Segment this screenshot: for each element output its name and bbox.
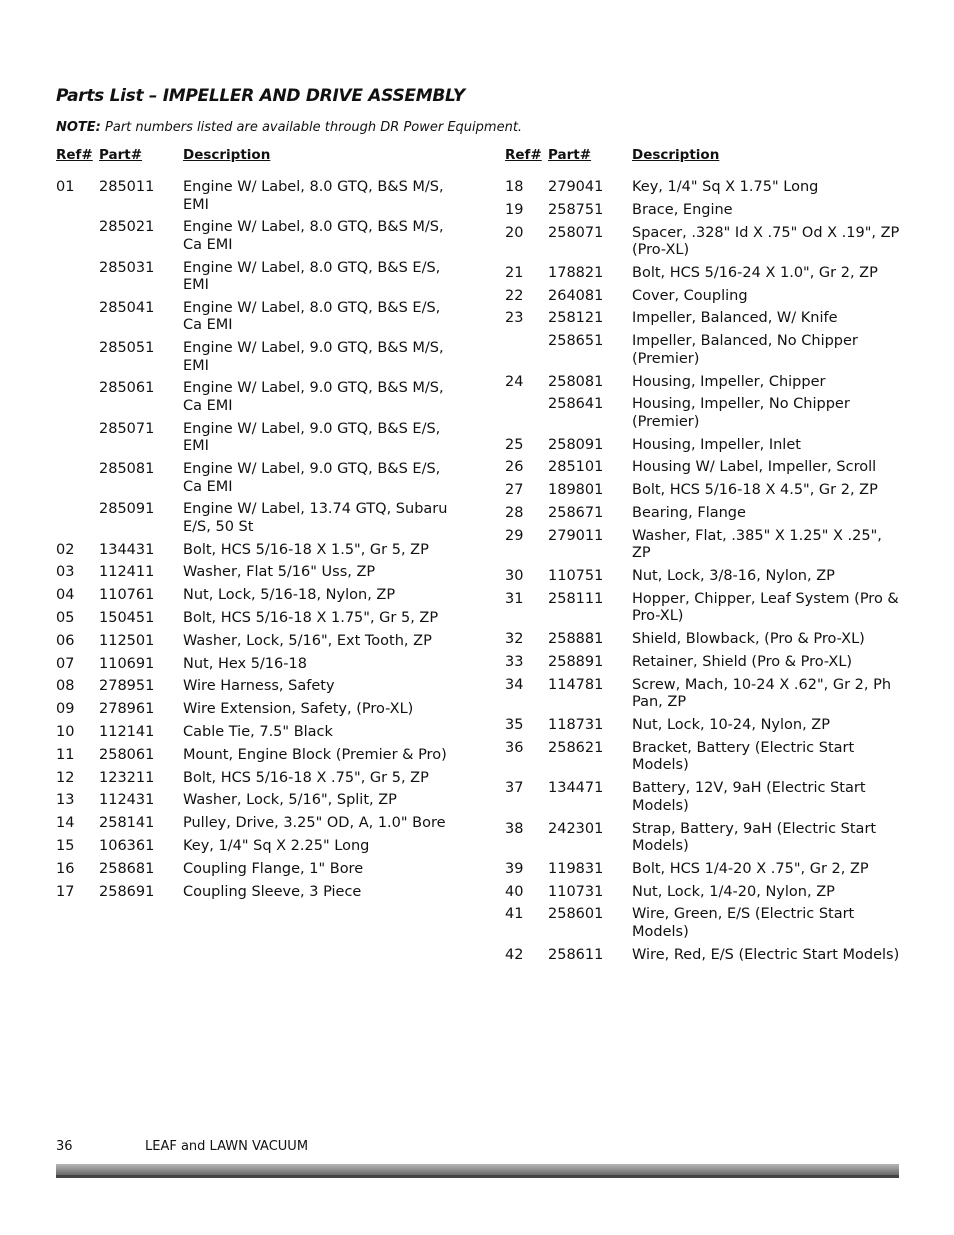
description-cell: Engine W/ Label, 8.0 GTQ, B&S E/S, EMI	[183, 259, 441, 294]
description-cell: Engine W/ Label, 9.0 GTQ, B&S E/S, EMI	[183, 420, 441, 455]
ref-cell: 36	[505, 739, 524, 756]
description-cell: Bolt, HCS 5/16-18 X 1.75", Gr 5, ZP	[183, 610, 439, 627]
table-row	[56, 678, 456, 696]
ref-cell: 08	[56, 678, 75, 695]
ref-cell: 15	[56, 838, 75, 855]
table-row	[56, 219, 456, 254]
ref-cell: 34	[505, 676, 524, 693]
description-cell: Housing, Impeller, Chipper	[632, 373, 826, 390]
part-cell: 123211	[99, 769, 155, 786]
table-body	[505, 179, 905, 964]
part-cell: 285041	[99, 299, 155, 316]
ref-cell: 26	[505, 459, 524, 476]
part-cell: 285031	[99, 259, 155, 276]
page-title: Parts List – IMPELLER AND DRIVE ASSEMBLY	[56, 86, 465, 106]
ref-cell: 29	[505, 527, 524, 544]
table-row	[505, 310, 905, 328]
table-row	[56, 260, 456, 295]
ref-cell: 03	[56, 564, 75, 581]
table-row	[56, 770, 456, 788]
table-row	[505, 591, 905, 626]
part-cell: 285021	[99, 219, 155, 236]
ref-cell: 10	[56, 724, 75, 741]
ref-cell: 18	[505, 179, 524, 195]
ref-cell: 14	[56, 815, 75, 832]
table-row	[505, 528, 905, 563]
ref-cell: 41	[505, 906, 524, 923]
description-cell: Cable Tie, 7.5" Black	[183, 724, 333, 741]
table-row	[56, 861, 456, 879]
table-row	[505, 906, 905, 941]
header-part: Part#	[99, 147, 143, 163]
part-cell: 278961	[99, 701, 155, 718]
table-row	[505, 396, 905, 431]
table-row	[56, 633, 456, 651]
description-cell: Mount, Engine Block (Premier & Pro)	[183, 746, 447, 763]
ref-cell: 27	[505, 482, 524, 499]
description-cell: Impeller, Balanced, No Chipper (Premier)	[632, 333, 858, 367]
description-cell: Shield, Blowback, (Pro & Pro-XL)	[632, 631, 865, 648]
part-cell: 242301	[548, 820, 604, 837]
description-cell: Bolt, HCS 5/16-24 X 1.0", Gr 2, ZP	[632, 264, 878, 281]
note	[56, 120, 522, 135]
table-row	[56, 564, 456, 582]
table-row	[56, 815, 456, 833]
table-row	[505, 482, 905, 500]
table-row	[505, 631, 905, 649]
ref-cell: 13	[56, 792, 75, 809]
part-cell: 112501	[99, 632, 155, 649]
table-row	[505, 225, 905, 260]
part-cell: 110691	[99, 655, 155, 672]
description-cell: Wire, Red, E/S (Electric Start Models)	[632, 946, 900, 963]
part-cell: 110761	[99, 587, 155, 604]
description-cell: Bolt, HCS 1/4-20 X .75", Gr 2, ZP	[632, 860, 869, 877]
part-cell: 279011	[548, 527, 604, 544]
ref-cell: 33	[505, 654, 524, 671]
table-row	[505, 821, 905, 856]
part-cell: 279041	[548, 179, 604, 195]
table-row	[505, 677, 905, 712]
table-row	[56, 340, 456, 375]
part-cell: 258651	[548, 333, 604, 350]
ref-cell: 23	[505, 310, 524, 327]
description-cell: Wire Harness, Safety	[183, 678, 335, 695]
description-cell: Spacer, .328" Id X .75" Od X .19", ZP (Pro-XL)	[632, 224, 900, 259]
description-cell: Key, 1/4" Sq X 2.25" Long	[183, 838, 370, 855]
description-cell: Bolt, HCS 5/16-18 X 4.5", Gr 2, ZP	[632, 482, 878, 499]
description-cell: Wire, Green, E/S (Electric Start Models)	[632, 906, 855, 940]
part-cell: 150451	[99, 610, 155, 627]
table-row	[56, 461, 456, 496]
part-cell: 285011	[99, 179, 155, 195]
part-cell: 278951	[99, 678, 155, 695]
description-cell: Hopper, Chipper, Leaf System (Pro & Pro-XL)	[632, 590, 899, 625]
description-cell: Pulley, Drive, 3.25" OD, A, 1.0" Bore	[183, 815, 446, 832]
table-header	[56, 147, 456, 165]
part-cell: 258611	[548, 946, 604, 963]
part-cell: 285061	[99, 380, 155, 397]
footer-product: LEAF and LAWN VACUUM	[145, 1139, 309, 1154]
ref-cell: 17	[56, 883, 75, 900]
description-cell: Housing, Impeller, No Chipper (Premier)	[632, 396, 850, 430]
page-number: 36	[56, 1139, 73, 1154]
description-cell: Engine W/ Label, 9.0 GTQ, B&S M/S, EMI	[183, 340, 444, 374]
part-cell: 258671	[548, 505, 604, 522]
ref-cell: 16	[56, 860, 75, 877]
note-label: NOTE:	[56, 120, 101, 135]
table-row	[56, 656, 456, 674]
table-row	[505, 654, 905, 672]
ref-cell: 12	[56, 769, 75, 786]
ref-cell: 22	[505, 287, 524, 304]
table-row	[56, 380, 456, 415]
description-cell: Key, 1/4" Sq X 1.75" Long	[632, 179, 819, 195]
table-row	[505, 459, 905, 477]
part-cell: 114781	[548, 676, 604, 693]
ref-cell: 32	[505, 631, 524, 648]
part-cell: 134471	[548, 780, 604, 797]
description-cell: Strap, Battery, 9aH (Electric Start Models)	[632, 820, 877, 855]
table-row	[505, 568, 905, 586]
table-row	[56, 587, 456, 605]
table-row	[56, 179, 456, 214]
table-row	[505, 740, 905, 775]
header-description: Description	[632, 147, 720, 163]
part-cell: 110751	[548, 568, 604, 585]
description-cell: Washer, Flat 5/16" Uss, ZP	[183, 564, 376, 581]
description-cell: Retainer, Shield (Pro & Pro-XL)	[632, 654, 853, 671]
part-cell: 258081	[548, 373, 604, 390]
part-cell: 112431	[99, 792, 155, 809]
part-cell: 258881	[548, 631, 604, 648]
description-cell: Housing, Impeller, Inlet	[632, 436, 801, 453]
ref-cell: 02	[56, 541, 75, 558]
description-cell: Engine W/ Label, 8.0 GTQ, B&S M/S, EMI	[183, 179, 444, 213]
table-row	[505, 288, 905, 306]
description-cell: Housing W/ Label, Impeller, Scroll	[632, 459, 877, 476]
description-cell: Battery, 12V, 9aH (Electric Start Models)	[632, 780, 866, 814]
table-row	[505, 780, 905, 815]
table-row	[505, 884, 905, 902]
description-cell: Nut, Hex 5/16-18	[183, 655, 307, 672]
header-description: Description	[183, 147, 271, 163]
ref-cell: 01	[56, 179, 75, 195]
description-cell: Bolt, HCS 5/16-18 X .75", Gr 5, ZP	[183, 769, 429, 786]
part-cell: 258061	[99, 746, 155, 763]
parts-table-left	[56, 147, 456, 906]
part-cell: 258071	[548, 224, 604, 241]
ref-cell: 25	[505, 436, 524, 453]
part-cell: 112141	[99, 724, 155, 741]
ref-cell: 24	[505, 373, 524, 390]
description-cell: Nut, Lock, 1/4-20, Nylon, ZP	[632, 883, 835, 900]
part-cell: 258091	[548, 436, 604, 453]
description-cell: Nut, Lock, 10-24, Nylon, ZP	[632, 717, 830, 734]
description-cell: Nut, Lock, 3/8-16, Nylon, ZP	[632, 568, 835, 585]
part-cell: 258681	[99, 860, 155, 877]
footer-rule	[56, 1175, 899, 1178]
part-cell: 258601	[548, 906, 604, 923]
table-row	[56, 792, 456, 810]
part-cell: 110731	[548, 883, 604, 900]
description-cell: Engine W/ Label, 8.0 GTQ, B&S E/S, Ca EMI	[183, 299, 441, 334]
table-row	[56, 838, 456, 856]
part-cell: 258111	[548, 590, 604, 607]
part-cell: 118731	[548, 717, 604, 734]
part-cell: 258121	[548, 310, 604, 327]
part-cell: 119831	[548, 860, 604, 877]
part-cell: 264081	[548, 287, 604, 304]
table-row	[505, 505, 905, 523]
description-cell: Nut, Lock, 5/16-18, Nylon, ZP	[183, 587, 396, 604]
header-ref: Ref#	[56, 147, 93, 163]
ref-cell: 04	[56, 587, 75, 604]
part-cell: 285091	[99, 501, 155, 518]
table-row	[505, 374, 905, 392]
table-row	[505, 861, 905, 879]
part-cell: 178821	[548, 264, 604, 281]
description-cell: Cover, Coupling	[632, 287, 748, 304]
table-body	[56, 179, 456, 901]
ref-cell: 38	[505, 820, 524, 837]
table-row	[505, 947, 905, 965]
part-cell: 285081	[99, 461, 155, 478]
header-part: Part#	[548, 147, 592, 163]
ref-cell: 28	[505, 505, 524, 522]
table-row	[505, 717, 905, 735]
part-cell: 134431	[99, 541, 155, 558]
part-cell: 258691	[99, 883, 155, 900]
description-cell: Coupling Sleeve, 3 Piece	[183, 883, 362, 900]
table-row	[56, 542, 456, 560]
part-cell: 258891	[548, 654, 604, 671]
table-row	[56, 421, 456, 456]
table-row	[56, 300, 456, 335]
parts-table-right	[505, 147, 905, 970]
ref-cell: 40	[505, 883, 524, 900]
table-row	[56, 610, 456, 628]
part-cell: 258141	[99, 815, 155, 832]
part-cell: 285071	[99, 420, 155, 437]
ref-cell: 42	[505, 946, 524, 963]
description-cell: Impeller, Balanced, W/ Knife	[632, 310, 838, 327]
table-row	[56, 724, 456, 742]
table-row	[505, 179, 905, 197]
description-cell: Washer, Lock, 5/16", Split, ZP	[183, 792, 397, 809]
description-cell: Engine W/ Label, 9.0 GTQ, B&S E/S, Ca EMI	[183, 461, 441, 495]
table-header	[505, 147, 905, 165]
ref-cell: 06	[56, 632, 75, 649]
ref-cell: 05	[56, 610, 75, 627]
table-row	[56, 501, 456, 536]
ref-cell: 20	[505, 224, 524, 241]
description-cell: Brace, Engine	[632, 201, 733, 218]
ref-cell: 09	[56, 701, 75, 718]
description-cell: Washer, Lock, 5/16", Ext Tooth, ZP	[183, 632, 432, 649]
description-cell: Bracket, Battery (Electric Start Models)	[632, 739, 855, 774]
ref-cell: 37	[505, 780, 524, 797]
ref-cell: 39	[505, 860, 524, 877]
table-row	[505, 202, 905, 220]
ref-cell: 07	[56, 655, 75, 672]
description-cell: Bearing, Flange	[632, 505, 746, 522]
table-row	[505, 333, 905, 368]
ref-cell: 21	[505, 264, 524, 281]
part-cell: 285101	[548, 459, 604, 476]
table-row	[56, 747, 456, 765]
ref-cell: 11	[56, 746, 75, 763]
note-text: Part numbers listed are available through DR Power Equipment.	[100, 120, 523, 135]
description-cell: Engine W/ Label, 9.0 GTQ, B&S M/S, Ca EMI	[183, 380, 444, 414]
part-cell: 285051	[99, 340, 155, 357]
ref-cell: 30	[505, 568, 524, 585]
header-ref: Ref#	[505, 147, 542, 163]
part-cell: 258751	[548, 201, 604, 218]
part-cell: 258621	[548, 739, 604, 756]
description-cell: Engine W/ Label, 13.74 GTQ, Subaru E/S, 50 St	[183, 501, 448, 535]
ref-cell: 31	[505, 590, 524, 607]
description-cell: Screw, Mach, 10-24 X .62", Gr 2, Ph Pan, ZP	[632, 676, 892, 711]
table-row	[56, 701, 456, 719]
part-cell: 189801	[548, 482, 604, 499]
description-cell: Engine W/ Label, 8.0 GTQ, B&S M/S, Ca EMI	[183, 219, 444, 253]
ref-cell: 35	[505, 717, 524, 734]
table-row	[56, 884, 456, 902]
description-cell: Washer, Flat, .385" X 1.25" X .25", ZP	[632, 527, 882, 562]
description-cell: Wire Extension, Safety, (Pro-XL)	[183, 701, 414, 718]
table-row	[505, 265, 905, 283]
part-cell: 258641	[548, 396, 604, 413]
part-cell: 112411	[99, 564, 155, 581]
description-cell: Coupling Flange, 1" Bore	[183, 860, 364, 877]
description-cell: Bolt, HCS 5/16-18 X 1.5", Gr 5, ZP	[183, 541, 429, 558]
table-row	[505, 437, 905, 455]
ref-cell: 19	[505, 201, 524, 218]
part-cell: 106361	[99, 838, 155, 855]
